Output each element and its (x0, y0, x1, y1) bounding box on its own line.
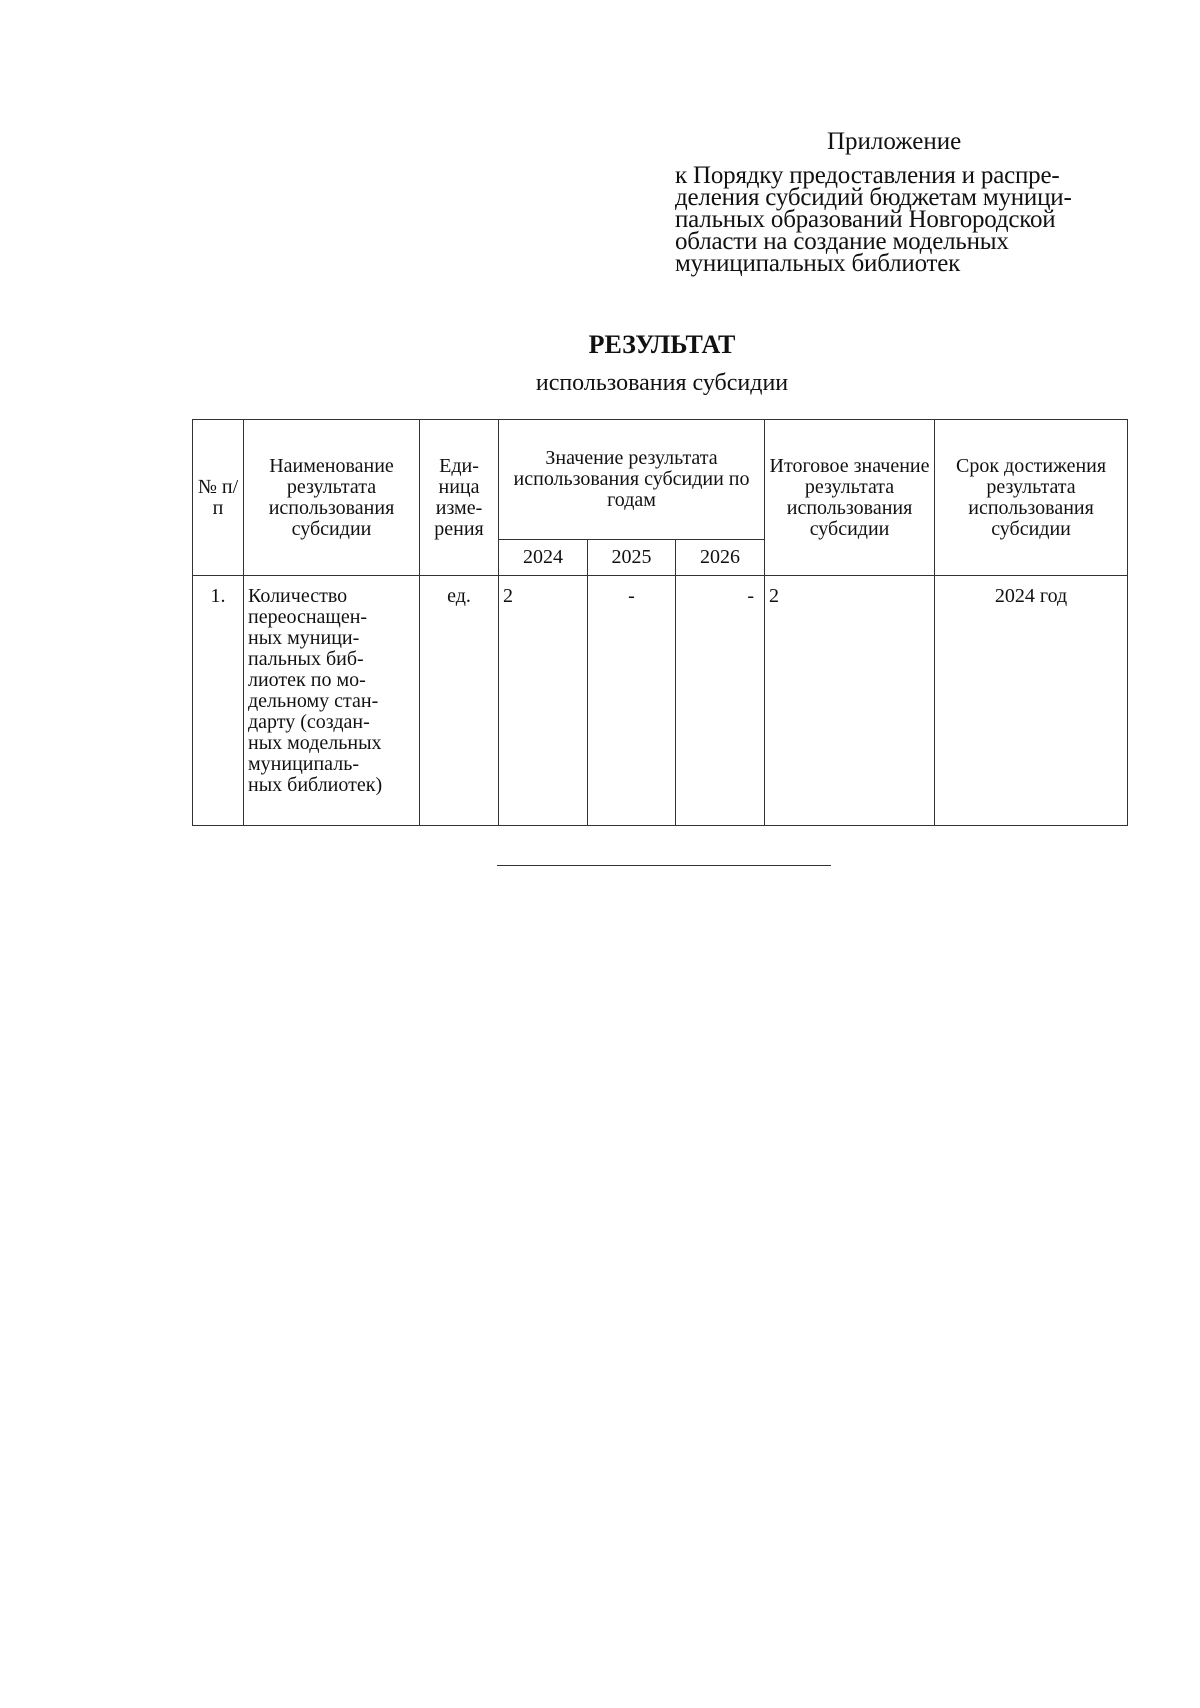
appendix-line: к Порядку предоставления и распре- (675, 162, 1060, 189)
cell-unit: ед. (420, 576, 499, 826)
cell-deadline: 2024 год (935, 576, 1128, 826)
header-year: 2026 (676, 540, 765, 576)
cell-name-line: муниципаль- (248, 753, 359, 775)
cell-number: 1. (193, 576, 244, 826)
cell-name-line: ных модельных (248, 732, 382, 754)
header-year: 2024 (499, 540, 588, 576)
appendix-text (675, 162, 1135, 277)
cell-name-line: переоснащен- (248, 606, 368, 628)
appendix-line: муниципальных библиотек (675, 250, 961, 277)
header-value-by-years: Значение результата использования субсидии по годам (499, 420, 765, 540)
table-header-row (193, 420, 1128, 540)
cell-value-2026: - (676, 576, 765, 826)
appendix-line: деления субсидий бюджетам муници- (675, 184, 1072, 211)
cell-name-line: пальных биб- (248, 648, 364, 670)
cell-name-line: дарту (создан- (248, 711, 370, 733)
cell-name-line: ных библиотек) (248, 774, 383, 796)
header-number: № п/п (193, 420, 244, 576)
appendix-title: Приложение (827, 128, 962, 155)
header-name: Наименование результата использования субсидии (244, 420, 420, 576)
cell-value-2024: 2 (499, 576, 588, 826)
header-final-value: Итоговое значение результата использования субсидии (765, 420, 935, 576)
header-unit: Еди-ница изме-рения (420, 420, 499, 576)
header-deadline: Срок достижения результата использования субсидии (935, 420, 1128, 576)
appendix-line: области на создание модельных (675, 228, 1009, 255)
cell-value-2025: - (588, 576, 676, 826)
cell-name-line: лиотек по мо- (248, 669, 366, 691)
appendix-line: пальных образований Новгородской (675, 206, 1056, 233)
result-table (192, 419, 1128, 826)
header-year: 2025 (588, 540, 676, 576)
cell-name (244, 576, 420, 826)
table-row (193, 576, 1128, 826)
cell-final-value: 2 (765, 576, 935, 826)
cell-name-line: дельному стан- (248, 690, 379, 712)
cell-name-line: ных муници- (248, 627, 360, 649)
closing-divider (497, 865, 831, 866)
document-subtitle: использования субсидии (535, 370, 789, 396)
cell-name-line: Количество (248, 585, 348, 607)
document-title: РЕЗУЛЬТАТ (588, 330, 736, 359)
